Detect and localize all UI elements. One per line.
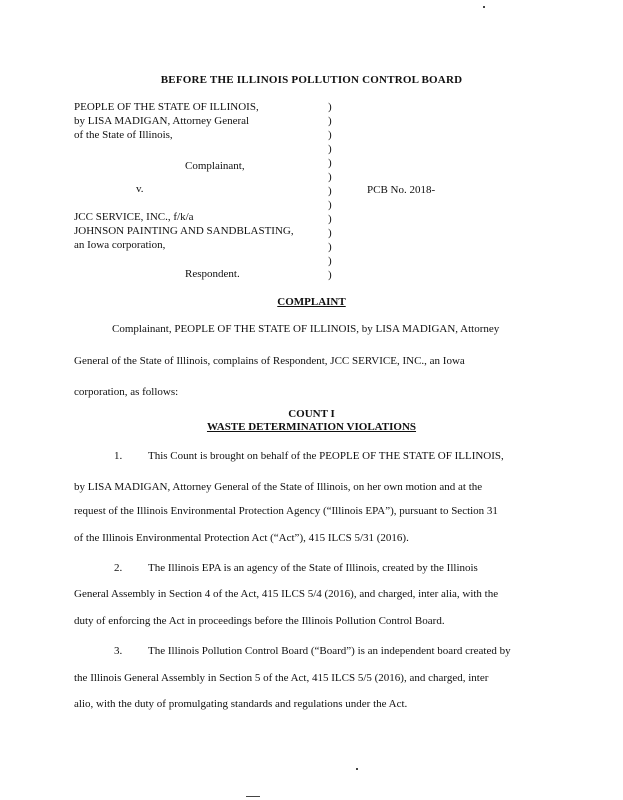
caption-paren: ) (328, 213, 332, 225)
caption-paren: ) (328, 129, 332, 141)
complainant-label: Complainant, (185, 160, 245, 172)
paragraph-number: 1. (114, 450, 123, 462)
paragraph-line: The Illinois EPA is an agency of the State of Illinois, created by the Illinois (148, 562, 478, 574)
caption-line: JCC SERVICE, INC., f/k/a (74, 211, 194, 223)
scan-speck (246, 796, 260, 797)
versus-label: v. (136, 183, 144, 195)
caption-line: by LISA MADIGAN, Attorney General (74, 115, 250, 127)
paragraph-line: General Assembly in Section 4 of the Act, 415 ILCS 5/4 (2016), and charged, inter alia, with the (74, 588, 499, 600)
document-title: BEFORE THE ILLINOIS POLLUTION CONTROL BOARD (160, 74, 463, 86)
caption-paren: ) (328, 199, 332, 211)
scan-speck (356, 768, 358, 770)
paragraph-number: 2. (114, 562, 123, 574)
caption-line: JOHNSON PAINTING AND SANDBLASTING, (74, 225, 294, 237)
caption-paren: ) (328, 255, 332, 267)
paragraph-line: the Illinois General Assembly in Section 5 of the Act, 415 ILCS 5/5 (2016), and charged, inter (74, 672, 489, 684)
caption-paren: ) (328, 115, 332, 127)
paragraph-line: request of the Illinois Environmental Protection Agency (“Illinois EPA”), pursuant to Section 31 (74, 505, 498, 517)
caption-paren: ) (328, 143, 332, 155)
caption-line: PEOPLE OF THE STATE OF ILLINOIS, (74, 101, 259, 113)
caption-line: an Iowa corporation, (74, 239, 166, 251)
case-number: PCB No. 2018- (367, 184, 436, 196)
caption-paren: ) (328, 171, 332, 183)
paragraph-line: duty of enforcing the Act in proceedings before the Illinois Pollution Control Board. (74, 615, 445, 627)
paragraph-line: by LISA MADIGAN, Attorney General of the State of Illinois, on her own motion and at the (74, 481, 483, 493)
intro-line: corporation, as follows: (74, 386, 179, 398)
intro-line: Complainant, PEOPLE OF THE STATE OF ILLINOIS, by LISA MADIGAN, Attorney (112, 323, 500, 335)
caption-paren: ) (328, 101, 332, 113)
caption-paren: ) (328, 185, 332, 197)
count-title: WASTE DETERMINATION VIOLATIONS (206, 421, 417, 433)
caption-paren: ) (328, 269, 332, 281)
caption-line: of the State of Illinois, (74, 129, 173, 141)
paragraph-number: 3. (114, 645, 123, 657)
intro-line: General of the State of Illinois, complains of Respondent, JCC SERVICE, INC., an Iowa (74, 355, 465, 367)
paragraph-line: This Count is brought on behalf of the PEOPLE OF THE STATE OF ILLINOIS, (148, 450, 504, 462)
respondent-label: Respondent. (185, 268, 240, 280)
caption-paren: ) (328, 241, 332, 253)
scan-speck (483, 6, 485, 8)
paragraph-line: of the Illinois Environmental Protection Act (“Act”), 415 ILCS 5/31 (2016). (74, 532, 409, 544)
complaint-heading: COMPLAINT (277, 296, 346, 308)
caption-paren: ) (328, 227, 332, 239)
count-number: COUNT I (288, 408, 335, 420)
caption-paren: ) (328, 157, 332, 169)
paragraph-line: The Illinois Pollution Control Board (“Board”) is an independent board created by (148, 645, 511, 657)
paragraph-line: alio, with the duty of promulgating standards and regulations under the Act. (74, 698, 408, 710)
